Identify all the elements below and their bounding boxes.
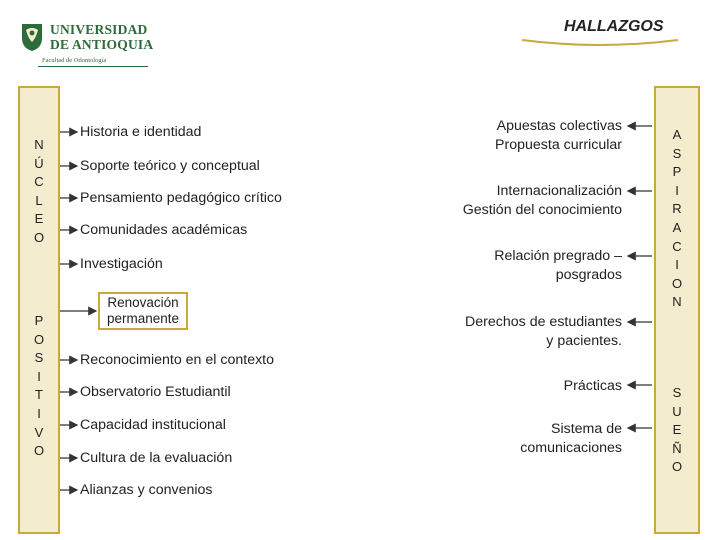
renovacion-line1: Renovación xyxy=(107,295,179,310)
vertical-letter: Ñ xyxy=(672,440,682,456)
vertical-letter: S xyxy=(672,145,682,161)
page-title: HALLAZGOS xyxy=(564,18,664,35)
right-item xyxy=(463,182,622,220)
vertical-letter: E xyxy=(672,422,682,438)
word-sueno xyxy=(656,384,698,477)
vertical-letter: V xyxy=(34,424,44,440)
vertical-letter: A xyxy=(672,219,682,235)
vertical-letter: O xyxy=(33,443,45,459)
renovacion-line2: permanente xyxy=(106,311,180,326)
left-item: Cultura de la evaluación xyxy=(80,450,233,466)
vertical-letter: O xyxy=(671,459,683,475)
left-item: Reconocimiento en el contexto xyxy=(80,352,275,368)
vertical-letter: O xyxy=(33,229,45,245)
left-item: Investigación xyxy=(80,256,163,272)
left-item: Observatorio Estudiantil xyxy=(80,384,231,400)
vertical-letter: I xyxy=(675,257,679,273)
nucleo-positivo-bar xyxy=(18,86,60,534)
left-item: Pensamiento pedagógico crítico xyxy=(80,190,282,206)
right-item-line: Internacionalización xyxy=(496,183,622,199)
logo-name-line2: DE ANTIOQUIA xyxy=(50,37,154,52)
left-item: Soporte teórico y conceptual xyxy=(80,158,260,174)
vertical-letter: L xyxy=(35,192,43,208)
right-item xyxy=(465,313,622,351)
right-item-line: Derechos de estudiantes xyxy=(465,314,622,330)
vertical-letter: U xyxy=(672,403,682,419)
vertical-letter: P xyxy=(672,164,682,180)
title-underline xyxy=(520,38,680,46)
university-logo xyxy=(20,18,154,68)
right-item-line: Propuesta curricular xyxy=(495,137,622,153)
aspiracion-sueno-bar xyxy=(654,86,700,534)
vertical-letter: I xyxy=(37,368,41,384)
left-item: Alianzas y convenios xyxy=(80,482,213,498)
vertical-letter: A xyxy=(672,127,682,142)
word-aspiracion xyxy=(656,126,698,312)
vertical-letter: I xyxy=(675,182,679,198)
vertical-letter: N xyxy=(672,294,682,310)
left-item: Comunidades académicas xyxy=(80,222,248,238)
vertical-letter: C xyxy=(672,238,682,254)
vertical-letter: R xyxy=(672,201,682,217)
vertical-letter: E xyxy=(34,211,44,227)
vertical-letter: O xyxy=(671,275,683,291)
right-item-line: Sistema de xyxy=(551,421,622,437)
vertical-letter: O xyxy=(33,331,45,347)
right-item-line: Gestión del conocimiento xyxy=(462,202,622,218)
logo-name-line1: UNIVERSIDAD xyxy=(50,22,148,37)
right-item xyxy=(495,117,622,155)
vertical-letter: N xyxy=(34,137,44,152)
right-item xyxy=(564,377,622,396)
left-item: Capacidad institucional xyxy=(80,417,226,433)
right-item-line: posgrados xyxy=(555,267,622,283)
right-item xyxy=(520,420,622,458)
renovacion-box xyxy=(98,292,188,330)
right-item-line: Relación pregrado – xyxy=(494,248,622,264)
vertical-letter: P xyxy=(34,313,44,328)
word-positivo xyxy=(20,312,58,461)
logo-faculty: Facultad de Odontología xyxy=(42,57,107,64)
right-item xyxy=(494,247,622,285)
right-item-line: y pacientes. xyxy=(546,333,622,349)
vertical-letter: S xyxy=(672,385,682,400)
vertical-letter: C xyxy=(34,174,44,190)
right-item-line: Apuestas colectivas xyxy=(496,118,622,134)
vertical-letter: S xyxy=(34,350,44,366)
logo-rule xyxy=(38,66,148,67)
university-seal-icon xyxy=(20,22,44,52)
vertical-letter: I xyxy=(37,405,41,421)
right-item-line: comunicaciones xyxy=(520,440,622,456)
vertical-letter: Ú xyxy=(34,155,44,171)
word-nucleo xyxy=(20,136,58,248)
right-item-line: Prácticas xyxy=(563,378,622,394)
left-item: Historia e identidad xyxy=(80,124,202,140)
vertical-letter: T xyxy=(35,387,43,403)
